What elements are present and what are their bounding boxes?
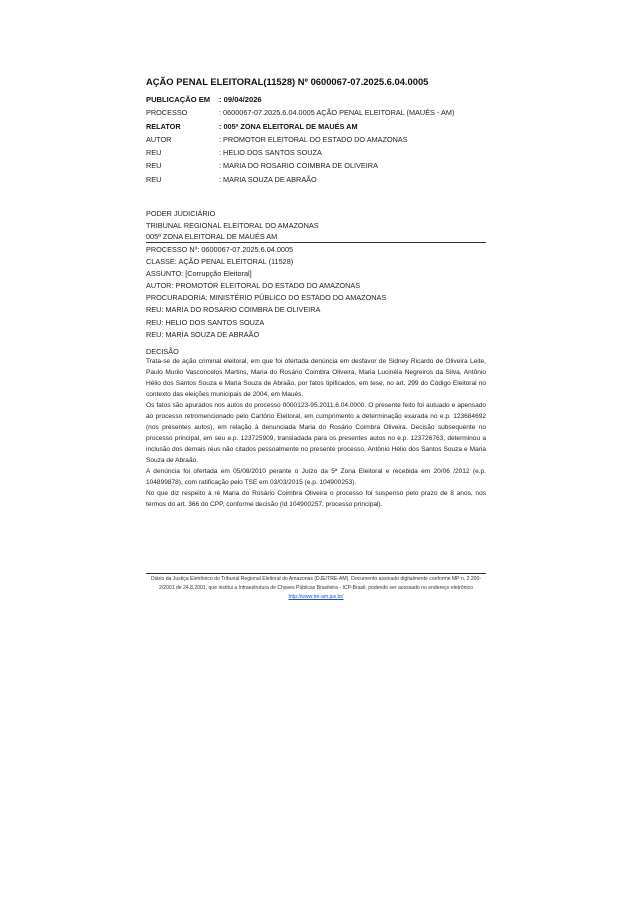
meta-label: PROCESSO [146,108,188,118]
meta-row-defendant [146,148,516,161]
meta-row-defendant [146,161,516,174]
decision-body [146,356,486,510]
case-info-line: PROCURADORIA: MINISTÉRIO PÚBLICO DO ESTADO DO AMAZONAS [146,293,387,303]
meta-value: : MARIA SOUZA DE ABRAÃO [219,174,317,184]
decision-heading: DECISÃO [146,347,179,356]
decision-paragraph: Trata-se de ação criminal eleitoral, em que foi ofertada denúncia em desfavor de Sidney Ricardo de Oliveira Leite, Paulo Murilo Vasconcelos Martins, Maria do Rosário Coimbra Oliveira, Maria Lucinéia Negreiros da Silva, Antônio Hélio dos Santos Souza e Maria Souza de Abraão, por fatos tipificados, em tese, no art. 299 do Código Eleitoral no contexto das eleições municipais de 2004, em Maués. [146,358,486,398]
meta-row-publication [146,95,516,108]
meta-label: PUBLICAÇÃO EM [146,95,211,104]
meta-value: : PROMOTOR ELEITORAL DO ESTADO DO AMAZONAS [219,134,408,144]
case-info-line: ASSUNTO: [Corrupção Eleitoral] [146,269,252,279]
case-info-line: REU: HELIO DOS SANTOS SOUZA [146,317,265,327]
court-header-line: PODER JUDICIÁRIO [146,209,216,218]
footer [146,575,486,601]
case-info-line: PROCESSO Nº: 0600067-07.2025.6.04.0005 [146,245,294,254]
document-title: AÇÃO PENAL ELEITORAL(11528) Nº 0600067-07.2025.6.04.0005 [146,76,429,87]
meta-value: : MARIA DO ROSARIO COIMBRA DE OLIVEIRA [219,161,378,171]
decision-paragraph: Os fatos são apurados nos autos do processo 0000123-95.2011.6.04.0000. O presente feito foi autuado e apensado ao processo retromencionado pelo Cartório Eleitoral, em cumprimento a determinação exarada no e.p. 123684692 (nos presentes autos), em relação à denunciada Maria do Rosário Coimbra Oliveira. Decisão subsequente no processo principal, em seu e.p. 123725909, transladada para os presentes autos no e.p. 123726763, determinou a inclusão dos demais réus não citados pessoalmente no presente processo, Antônio Hélio dos Santos Souza e Maria Souza de Abraão. [146,402,486,464]
decision-paragraph: A denúncia foi ofertada em 05/08/2010 perante o Juízo da 5ª Zona Eleitoral e recebida em 20/06 /2012 (e.p. 104899878), com ratificação pelo TSE em 03/03/2015 (e.p. 104900253). [146,468,486,486]
court-header [146,209,486,244]
meta-value: : 09/04/2026 [219,95,262,104]
meta-value: : HELIO DOS SANTOS SOUZA [219,148,322,158]
meta-label: RELATOR [146,121,181,131]
meta-label: REU [146,174,162,184]
footer-divider [146,573,486,574]
meta-label: REU [146,161,162,171]
publication-metadata [146,95,516,188]
case-info-line: AUTOR: PROMOTOR ELEITORAL DO ESTADO DO AMAZONAS [146,281,361,291]
meta-row-defendant [146,175,516,188]
meta-row-process [146,108,516,121]
meta-label: REU [146,148,162,158]
footer-link[interactable]: http://www.tre-am.jus.br/ [288,593,344,600]
meta-label: AUTOR [146,134,172,144]
case-info-line: REU: MARIA DO ROSARIO COIMBRA DE OLIVEIRA [146,305,321,315]
meta-value: : 0600067-07.2025.6.04.0005 AÇÃO PENAL ELEITORAL (MAUÉS - AM) [219,108,455,118]
footer-text: Diário da Justiça Eletrônico do Tribunal Regional Eleitoral do Amazonas (DJE/TRE-AM). Documento assinado digitalmente conforme MP n. 2.200-2/2001 de 24.8.2001, que institui a Infraestrutura de Chaves Públicas Brasileira - ICP-Brasil, podendo ser acessado no endereço eletrônico [150,576,482,591]
case-info [146,245,486,342]
header-divider [146,242,486,243]
court-header-line: 005ª ZONA ELEITORAL DE MAUÉS AM [146,232,278,241]
decision-paragraph: No que diz respeito à ré Maria do Rosário Coimbra Oliveira o processo foi suspenso pelo prazo de 8 anos, nos termos do art. 366 do CPP, conforme decisão (Id 104900257, processo principal). [146,490,486,508]
meta-row-rapporteur [146,122,516,135]
case-info-line: CLASSE: AÇÃO PENAL ELEITORAL (11528) [146,257,294,267]
case-info-line: REU: MARIA SOUZA DE ABRAÃO [146,329,260,339]
court-header-line: TRIBUNAL REGIONAL ELEITORAL DO AMAZONAS [146,220,319,230]
meta-value: : 005ª ZONA ELEITORAL DE MAUÉS AM [219,121,358,131]
meta-row-author [146,135,516,148]
